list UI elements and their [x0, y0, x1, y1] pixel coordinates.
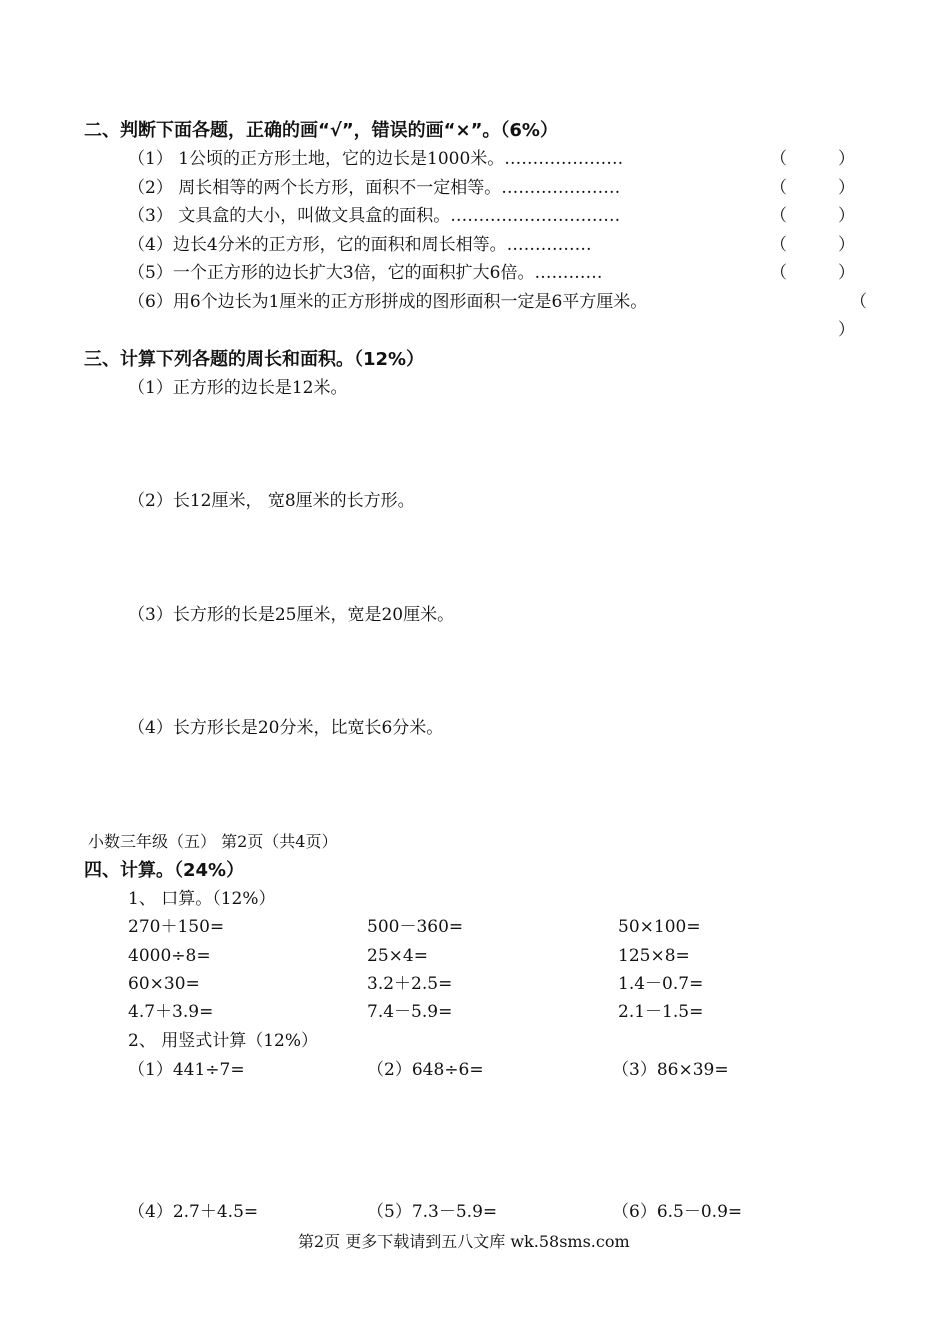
- footer-download-note: 第2页 更多下载请到五八文库 wk.58sms.com: [298, 1232, 630, 1251]
- answer-paren-close-1: ）: [838, 149, 855, 169]
- section-2-heading: 二、判断下面各题，正确的画“√”，错误的画“×”。（6%）: [84, 120, 558, 141]
- judge-item-6: （6）用6个边长为1厘米的正方形拼成的图形面积一定是6平方厘米。: [128, 292, 648, 312]
- judge-item-3: （3） 文具盒的大小，叫做文具盒的面积。…………………………: [128, 206, 621, 226]
- oral-calc-item: 4.7＋3.9=: [128, 1002, 214, 1022]
- perimeter-problem-3: （3）长方形的长是25厘米，宽是20厘米。: [128, 605, 455, 625]
- answer-paren-open-3[interactable]: （: [770, 206, 787, 226]
- section-4-heading: 四、计算。（24%）: [84, 860, 245, 881]
- answer-paren-close-6: ）: [838, 320, 855, 340]
- perimeter-problem-1: （1）正方形的边长是12米。: [128, 378, 348, 398]
- answer-paren-close-5: ）: [838, 263, 855, 283]
- answer-paren-open-2[interactable]: （: [770, 178, 787, 198]
- vertical-calc-item: （6）6.5－0.9=: [612, 1202, 743, 1222]
- answer-paren-close-4: ）: [838, 235, 855, 255]
- answer-paren-open-4[interactable]: （: [770, 235, 787, 255]
- oral-calc-item: 3.2＋2.5=: [367, 974, 453, 994]
- vertical-calc-item: （1）441÷7=: [128, 1060, 245, 1080]
- vertical-calc-item: （5）7.3－5.9=: [367, 1202, 498, 1222]
- oral-calc-item: 125×8=: [618, 946, 690, 966]
- answer-paren-close-3: ）: [838, 206, 855, 226]
- oral-calc-item: 25×4=: [367, 946, 428, 966]
- oral-calc-item: 500－360=: [367, 917, 464, 937]
- oral-calc-item: 60×30=: [128, 974, 200, 994]
- vertical-calc-item: （2）648÷6=: [367, 1060, 484, 1080]
- answer-paren-open-5[interactable]: （: [770, 263, 787, 283]
- oral-calc-item: 4000÷8=: [128, 946, 211, 966]
- vertical-calc-item: （4）2.7＋4.5=: [128, 1202, 259, 1222]
- oral-calc-item: 2.1－1.5=: [618, 1002, 704, 1022]
- vertical-calc-item: （3）86×39=: [612, 1060, 729, 1080]
- answer-paren-close-2: ）: [838, 178, 855, 198]
- judge-item-2: （2） 周长相等的两个长方形，面积不一定相等。…………………: [128, 178, 621, 198]
- perimeter-problem-4: （4）长方形长是20分米，比宽长6分米。: [128, 718, 444, 738]
- oral-calc-item: 1.4－0.7=: [618, 974, 704, 994]
- section-3-heading: 三、计算下列各题的周长和面积。（12%）: [84, 349, 425, 370]
- oral-calc-item: 50×100=: [618, 917, 701, 937]
- perimeter-problem-2: （2）长12厘米， 宽8厘米的长方形。: [128, 491, 415, 511]
- page-label: 小数三年级（五） 第2页（共4页）: [88, 832, 338, 851]
- vertical-calc-label: 2、 用竖式计算（12%）: [128, 1031, 319, 1051]
- judge-item-5: （5）一个正方形的边长扩大3倍，它的面积扩大6倍。…………: [128, 263, 603, 283]
- answer-paren-open-1[interactable]: （: [770, 149, 787, 169]
- judge-item-4: （4）边长4分米的正方形，它的面积和周长相等。……………: [128, 235, 592, 255]
- oral-calc-item: 270＋150=: [128, 917, 225, 937]
- oral-calc-label: 1、 口算。（12%）: [128, 889, 276, 909]
- judge-item-1: （1） 1公顷的正方形土地，它的边长是1000米。…………………: [128, 149, 624, 169]
- answer-paren-open-6[interactable]: （: [850, 292, 867, 312]
- oral-calc-item: 7.4－5.9=: [367, 1002, 453, 1022]
